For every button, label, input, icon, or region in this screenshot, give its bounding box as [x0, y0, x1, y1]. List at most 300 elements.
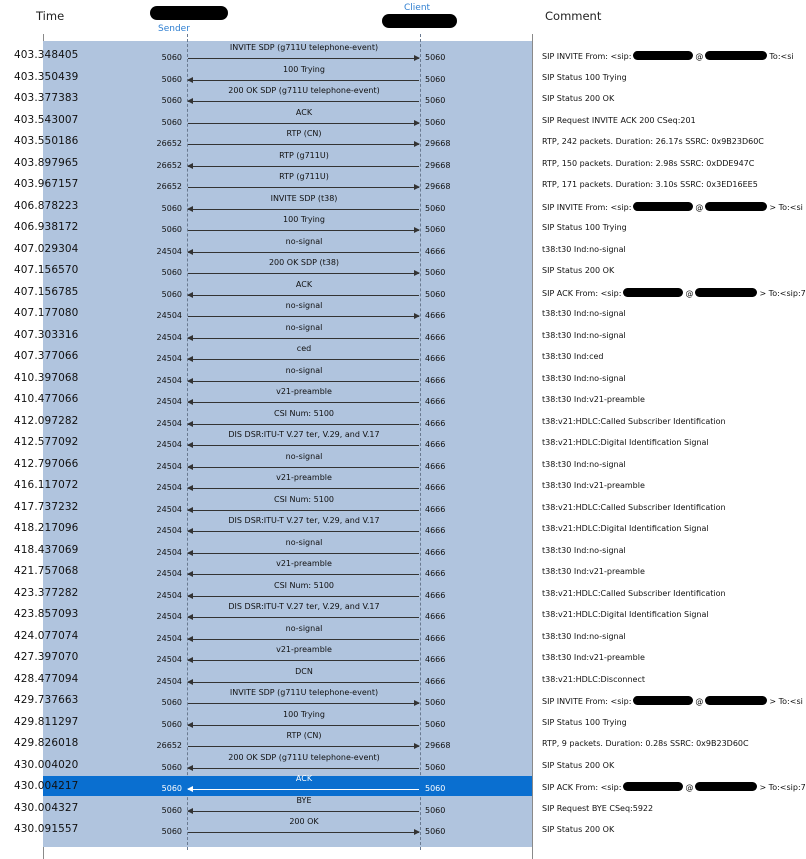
client-port: 5060 — [425, 268, 446, 277]
message-label: CSI Num: 5100 — [273, 408, 334, 418]
message-label: 100 Trying — [283, 215, 325, 224]
arrow-left — [188, 359, 419, 360]
sender-port: 5060 — [161, 53, 182, 62]
row-comment — [542, 718, 627, 727]
comment-text: > To:<si — [769, 202, 803, 212]
arrow-left — [188, 510, 419, 511]
comment-text: t38:t30 Ind:no-signal — [542, 330, 626, 340]
row-time: 403.348405 — [14, 49, 79, 61]
redacted-text — [695, 288, 757, 297]
row-comment — [542, 94, 614, 103]
sender-port: 24504 — [156, 354, 182, 363]
message-label: DCN — [295, 666, 313, 676]
sender-port: 24504 — [156, 375, 182, 385]
comment-text: To:<si — [769, 52, 794, 61]
arrow-left — [188, 445, 419, 446]
client-port: 4666 — [425, 526, 446, 535]
arrow-left — [188, 101, 419, 102]
message-label: 200 OK SDP (g711U telephone-event) — [228, 86, 380, 95]
client-port: 29668 — [425, 741, 451, 750]
comment-text: SIP INVITE From: <sip: — [542, 697, 632, 706]
sender-port: 24504 — [156, 633, 182, 643]
client-port: 29668 — [425, 182, 451, 191]
comment-text: t38:v21:HDLC:Called Subscriber Identification — [542, 588, 726, 598]
row-time: 430.004327 — [14, 801, 79, 814]
arrow-right — [188, 123, 419, 124]
comment-text: t38:t30 Ind:no-signal — [542, 459, 626, 469]
row-time: 407.029304 — [14, 242, 79, 255]
client-port: 29668 — [425, 160, 451, 170]
arrow-left — [188, 617, 419, 618]
row-time: 403.967157 — [14, 178, 79, 190]
row-comment — [542, 159, 754, 168]
row-time: 403.543007 — [14, 113, 79, 126]
client-port: 4666 — [425, 397, 446, 406]
row-time: 406.878223 — [14, 199, 79, 212]
row-comment — [542, 137, 764, 146]
sender-port: 24504 — [156, 418, 182, 428]
row-time: 430.091557 — [14, 823, 79, 835]
client-port: 4666 — [425, 418, 446, 428]
flow-row[interactable] — [0, 774, 806, 797]
arrow-left — [188, 553, 419, 554]
comment-text: SIP Status 200 OK — [542, 266, 615, 275]
message-label: DIS DSR:ITU-T V.27 ter, V.29, and V.17 — [228, 516, 380, 525]
arrow-right — [188, 746, 419, 747]
flow-row[interactable] — [0, 603, 759, 625]
comment-text: SIP Request BYE CSeq:5922 — [542, 803, 654, 813]
client-port: 4666 — [425, 504, 446, 514]
client-port: 4666 — [425, 676, 446, 686]
flow-row[interactable] — [0, 43, 794, 66]
flow-row[interactable] — [0, 302, 759, 324]
arrow-left — [188, 338, 419, 339]
arrow-right — [188, 187, 419, 188]
comment-text: SIP Status 100 Trying — [542, 223, 627, 232]
row-time: 412.097282 — [14, 414, 79, 427]
message-label: 100 Trying — [283, 709, 325, 719]
client-port: 4666 — [425, 461, 446, 471]
row-time: 403.350439 — [14, 70, 79, 83]
comment-text: t38:v21:HDLC:Digital Identification Signal — [542, 524, 709, 533]
arrow-left — [188, 531, 419, 532]
time-column-header: Time — [36, 9, 65, 23]
row-time: 418.437069 — [14, 543, 79, 556]
flow-row[interactable] — [0, 388, 759, 410]
comment-text: t38:t30 Ind:v21-preamble — [542, 653, 645, 662]
row-comment — [542, 374, 626, 383]
flow-row[interactable] — [0, 818, 759, 840]
arrow-left — [188, 789, 419, 790]
arrow-left — [188, 209, 419, 210]
redacted-text — [633, 696, 693, 705]
comment-text: t38:v21:HDLC:Disconnect — [542, 674, 645, 684]
sender-port: 24504 — [156, 504, 182, 514]
client-port: 5060 — [425, 719, 446, 729]
redacted-text — [623, 288, 683, 297]
flow-row[interactable] — [0, 496, 759, 518]
sender-port: 26652 — [156, 182, 182, 191]
arrow-right — [188, 316, 419, 317]
sender-port: 5060 — [161, 784, 182, 793]
message-label: no-signal — [285, 236, 323, 246]
comment-text: t38:t30 Ind:no-signal — [542, 309, 626, 318]
arrow-left — [188, 166, 419, 167]
sender-port: 24504 — [156, 461, 182, 471]
client-port: 5060 — [425, 96, 446, 105]
client-port: 4666 — [425, 354, 446, 363]
row-time: 421.757068 — [14, 565, 79, 577]
redacted-text — [633, 51, 693, 60]
comment-text: @ — [695, 202, 704, 212]
row-time: 412.577092 — [14, 436, 79, 448]
sender-port: 5060 — [161, 698, 182, 707]
row-time: 407.377066 — [14, 350, 79, 362]
flow-row[interactable] — [0, 646, 759, 668]
comment-text: SIP INVITE From: <sip: — [542, 52, 632, 61]
comment-text: @ — [695, 52, 704, 61]
row-time: 423.857093 — [14, 608, 79, 620]
row-comment — [542, 567, 645, 576]
redacted-text — [623, 782, 683, 791]
row-time: 429.737663 — [14, 694, 79, 706]
sender-port: 24504 — [156, 246, 182, 256]
row-time: 418.217096 — [14, 522, 79, 534]
comment-text: SIP ACK From: <sip: — [542, 783, 622, 792]
message-label: INVITE SDP (g711U telephone-event) — [229, 688, 379, 697]
arrow-left — [188, 811, 419, 812]
message-label: ACK — [295, 279, 313, 289]
sender-port: 24504 — [156, 526, 182, 535]
message-label: no-signal — [285, 451, 323, 461]
flow-row[interactable] — [0, 453, 759, 475]
flow-row[interactable] — [0, 238, 759, 260]
sender-port: 5060 — [161, 762, 182, 772]
message-label: v21-preamble — [276, 387, 332, 396]
message-label: RTP (CN) — [286, 731, 322, 740]
sender-port: 26652 — [156, 741, 182, 750]
comment-text: t38:v21:HDLC:Digital Identification Signal — [542, 438, 709, 447]
client-port: 4666 — [425, 440, 446, 449]
message-label: RTP (g711U) — [279, 172, 329, 181]
row-comment — [542, 653, 645, 662]
row-comment — [542, 632, 626, 641]
row-comment — [542, 546, 626, 555]
flow-row[interactable] — [0, 66, 759, 88]
client-port: 5060 — [425, 53, 446, 62]
message-label: INVITE SDP (t38) — [270, 193, 338, 203]
message-label: ced — [296, 344, 312, 353]
message-label: no-signal — [285, 301, 323, 310]
row-time: 410.397068 — [14, 371, 79, 384]
row-comment — [542, 352, 603, 361]
sender-port: 24504 — [156, 547, 182, 557]
client-port: 29668 — [425, 139, 451, 148]
row-comment — [542, 438, 709, 447]
arrow-left — [188, 639, 419, 640]
row-comment — [542, 116, 696, 125]
row-comment — [542, 460, 626, 469]
row-comment — [542, 202, 803, 212]
sender-port: 24504 — [156, 676, 182, 686]
comment-text: > To:<sip:7 — [759, 783, 806, 792]
arrow-left — [188, 80, 419, 81]
comment-text: RTP, 9 packets. Duration: 0.28s SSRC: 0x9B23D60C — [542, 739, 749, 748]
comment-text: t38:t30 Ind:v21-preamble — [542, 481, 645, 490]
sender-host-label: Sender — [158, 24, 190, 34]
sender-port: 24504 — [156, 332, 182, 342]
row-comment — [542, 481, 645, 490]
client-port: 4666 — [425, 246, 446, 256]
message-label: 200 OK — [289, 817, 319, 826]
arrow-right — [188, 832, 419, 833]
comment-text: > To:<sip:7 — [759, 288, 806, 298]
sender-port: 5060 — [161, 289, 182, 299]
message-label: v21-preamble — [276, 645, 332, 654]
comment-text: RTP, 150 packets. Duration: 2.98s SSRC: 0xDDE947C — [542, 158, 755, 168]
comment-text: t38:t30 Ind:no-signal — [542, 244, 626, 254]
redacted-text — [705, 696, 767, 705]
sender-port: 24504 — [156, 569, 182, 578]
row-time: 428.477094 — [14, 672, 79, 685]
redacted-text — [695, 782, 757, 791]
comment-text: @ — [685, 288, 694, 298]
row-time: 407.177080 — [14, 307, 79, 319]
arrow-left — [188, 467, 419, 468]
client-port: 5060 — [425, 698, 446, 707]
redacted-text — [705, 51, 767, 60]
message-label: 100 Trying — [283, 64, 325, 74]
comment-text: SIP Request INVITE ACK 200 CSeq:201 — [542, 115, 696, 125]
row-comment — [542, 524, 709, 533]
row-time: 410.477066 — [14, 393, 79, 405]
message-label: DIS DSR:ITU-T V.27 ter, V.29, and V.17 — [228, 430, 380, 439]
sender-port: 5060 — [161, 74, 182, 84]
flow-row[interactable] — [0, 797, 759, 819]
message-label: 200 OK SDP (g711U telephone-event) — [228, 752, 380, 762]
flow-row[interactable] — [0, 345, 759, 367]
row-comment — [542, 804, 653, 813]
comment-text: @ — [695, 697, 704, 706]
arrow-left — [188, 768, 419, 769]
arrow-left — [188, 295, 419, 296]
arrow-right — [188, 58, 419, 59]
row-time: 430.004020 — [14, 758, 79, 771]
comment-text: t38:t30 Ind:no-signal — [542, 373, 626, 383]
arrow-left — [188, 660, 419, 661]
row-comment — [542, 825, 614, 834]
client-port: 5060 — [425, 74, 446, 84]
flow-row[interactable] — [0, 109, 759, 131]
row-comment — [542, 589, 726, 598]
flow-row[interactable] — [0, 216, 759, 238]
message-label: no-signal — [285, 623, 323, 633]
row-time: 416.117072 — [14, 479, 79, 491]
client-port: 4666 — [425, 547, 446, 557]
sender-port: 24504 — [156, 397, 182, 406]
client-port: 4666 — [425, 590, 446, 600]
arrow-right — [188, 273, 419, 274]
arrow-left — [188, 596, 419, 597]
flow-row[interactable] — [0, 474, 759, 496]
flow-row[interactable] — [0, 152, 759, 174]
comment-text: @ — [685, 783, 694, 792]
arrow-left — [188, 402, 419, 403]
client-port: 5060 — [425, 117, 446, 127]
message-label: no-signal — [285, 537, 323, 547]
row-comment — [542, 266, 614, 275]
comment-column-header: Comment — [545, 9, 602, 23]
row-time: 407.303316 — [14, 328, 79, 341]
comment-text: SIP Status 200 OK — [542, 825, 615, 834]
sender-port: 5060 — [161, 268, 182, 277]
client-port: 4666 — [425, 311, 446, 320]
redacted-text — [705, 202, 767, 211]
row-time: 427.397070 — [14, 651, 79, 663]
sender-port: 24504 — [156, 311, 182, 320]
row-comment — [542, 761, 614, 770]
flow-row[interactable] — [0, 732, 759, 754]
sender-port: 5060 — [161, 117, 182, 127]
redacted-text — [633, 202, 693, 211]
message-label: ACK — [295, 774, 313, 783]
arrow-left — [188, 574, 419, 575]
row-comment — [542, 223, 627, 232]
sender-port: 26652 — [156, 160, 182, 170]
comment-text: RTP, 242 packets. Duration: 26.17s SSRC: 0x9B23D60C — [542, 137, 764, 146]
sender-port: 5060 — [161, 805, 182, 815]
comment-text: t38:t30 Ind:no-signal — [542, 545, 626, 555]
row-comment — [542, 395, 645, 404]
client-port: 5060 — [425, 762, 446, 772]
row-time: 429.826018 — [14, 737, 79, 749]
sender-port: 5060 — [161, 203, 182, 213]
sender-port: 24504 — [156, 483, 182, 492]
row-comment — [542, 610, 709, 619]
client-port: 5060 — [425, 289, 446, 299]
arrow-right — [188, 144, 419, 145]
comment-text: t38:t30 Ind:v21-preamble — [542, 567, 645, 576]
flow-row[interactable] — [0, 625, 759, 647]
flow-row[interactable] — [0, 410, 759, 432]
sender-port: 24504 — [156, 655, 182, 664]
client-port: 5060 — [425, 827, 446, 836]
sender-port: 24504 — [156, 612, 182, 621]
row-comment — [542, 739, 749, 748]
flow-row[interactable] — [0, 324, 759, 346]
arrow-left — [188, 682, 419, 683]
row-comment — [542, 73, 627, 82]
arrow-left — [188, 488, 419, 489]
row-comment — [542, 51, 794, 61]
sender-port: 5060 — [161, 96, 182, 105]
comment-text: SIP Status 100 Trying — [542, 72, 627, 82]
arrow-left — [188, 424, 419, 425]
flow-row[interactable] — [0, 193, 803, 217]
sender-port: 5060 — [161, 225, 182, 234]
row-comment — [542, 696, 803, 706]
arrow-left — [188, 725, 419, 726]
comment-text: > To:<si — [769, 697, 803, 706]
row-time: 403.897965 — [14, 156, 79, 169]
row-time: 407.156785 — [14, 285, 79, 298]
row-time: 403.377383 — [14, 92, 79, 104]
message-label: ACK — [295, 107, 313, 117]
message-label: DIS DSR:ITU-T V.27 ter, V.29, and V.17 — [228, 602, 380, 611]
flow-row[interactable] — [0, 173, 759, 195]
flow-row[interactable] — [0, 129, 764, 152]
row-comment — [542, 331, 626, 340]
flow-row[interactable] — [0, 539, 759, 561]
comment-text: t38:t30 Ind:v21-preamble — [542, 395, 645, 404]
comment-text: t38:t30 Ind:no-signal — [542, 631, 626, 641]
comment-text: SIP Status 100 Trying — [542, 717, 627, 727]
row-comment — [542, 675, 645, 684]
row-comment — [542, 245, 626, 254]
comment-text: RTP, 171 packets. Duration: 3.10s SSRC: 0x3ED16EE5 — [542, 180, 758, 189]
flow-row[interactable] — [0, 431, 759, 453]
message-label: BYE — [296, 795, 312, 805]
comment-text: t38:t30 Ind:ced — [542, 352, 604, 361]
row-time: 403.550186 — [14, 135, 79, 147]
row-time: 424.077074 — [14, 629, 79, 642]
comment-text: SIP INVITE From: <sip: — [542, 202, 632, 212]
row-time: 417.737232 — [14, 500, 79, 513]
comment-text: t38:v21:HDLC:Called Subscriber Identification — [542, 502, 726, 512]
message-label: RTP (CN) — [286, 129, 322, 138]
row-time: 407.156570 — [14, 264, 79, 276]
client-port: 4666 — [425, 375, 446, 385]
flow-row[interactable] — [0, 688, 803, 711]
flow-row[interactable] — [0, 87, 759, 109]
client-port: 4666 — [425, 655, 446, 664]
comment-text: SIP Status 200 OK — [542, 760, 615, 770]
message-label: INVITE SDP (g711U telephone-event) — [229, 43, 379, 52]
row-comment — [542, 417, 726, 426]
arrow-left — [188, 381, 419, 382]
flow-row[interactable] — [0, 517, 759, 539]
row-time: 430.004217 — [14, 780, 79, 792]
sender-port: 5060 — [161, 719, 182, 729]
comment-text: t38:v21:HDLC:Called Subscriber Identification — [542, 416, 726, 426]
flow-row[interactable] — [0, 668, 759, 690]
message-label: CSI Num: 5100 — [273, 494, 334, 504]
flow-row[interactable] — [0, 582, 759, 604]
flow-row[interactable] — [0, 560, 759, 582]
client-port: 4666 — [425, 633, 446, 643]
row-comment — [542, 782, 806, 792]
message-label: no-signal — [285, 322, 323, 332]
arrow-right — [188, 703, 419, 704]
flow-row[interactable] — [0, 367, 759, 389]
flow-row[interactable] — [0, 279, 806, 303]
client-port: 5060 — [425, 203, 446, 213]
row-time: 412.797066 — [14, 457, 79, 470]
sender-port: 5060 — [161, 827, 182, 836]
message-label: 200 OK SDP (t38) — [268, 258, 340, 267]
message-label: no-signal — [285, 365, 323, 375]
flow-row[interactable] — [0, 711, 759, 733]
sender-port: 26652 — [156, 139, 182, 148]
client-port: 5060 — [425, 784, 446, 793]
arrow-left — [188, 252, 419, 253]
row-time: 429.811297 — [14, 715, 79, 728]
row-time: 423.377282 — [14, 586, 79, 599]
flow-row[interactable] — [0, 754, 759, 776]
flow-row[interactable] — [0, 259, 759, 281]
comment-text: SIP Status 200 OK — [542, 94, 615, 103]
row-comment — [542, 503, 726, 512]
